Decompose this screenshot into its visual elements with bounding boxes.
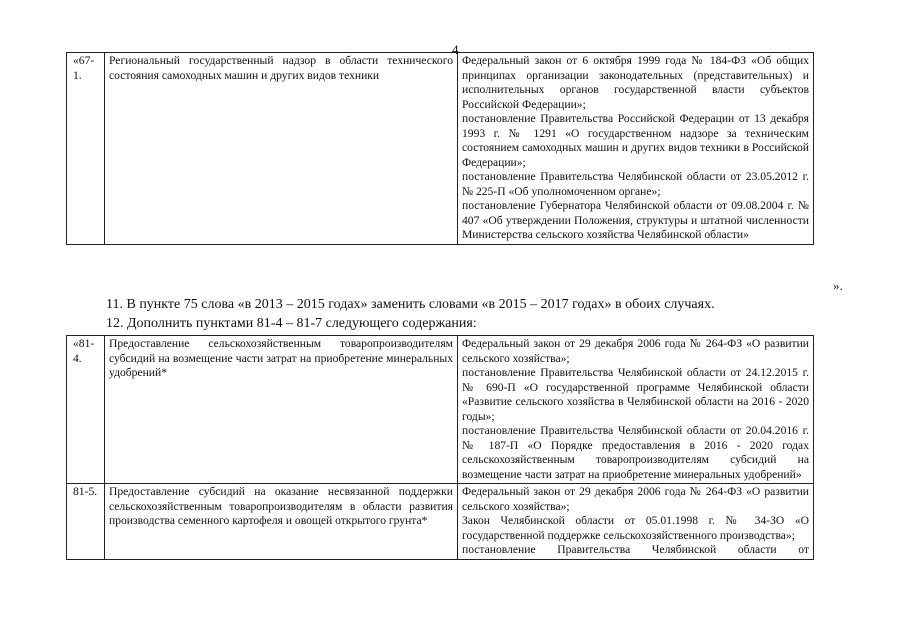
legal-act: Федеральный закон от 29 декабря 2006 года № 264-ФЗ «О развитии сельского хозяйства»; — [462, 337, 809, 365]
table-row — [67, 53, 814, 245]
legal-act: постановление Правительства Челябинской области от 24.12.2015 г. № 690-П «О государственной программе Челябинской области «Развитие сельского хозяйства в Челябинской области на 2016 - 2020 годы»; — [462, 366, 809, 423]
table-regulatory-oversight — [66, 52, 814, 245]
row-number: «81-4. — [67, 336, 105, 484]
function-name: Предоставление сельскохозяйственным товаропроизводителям субсидий на возмещение части затрат на приобретение минеральных удобрений* — [105, 336, 458, 484]
legal-act: Федеральный закон от 6 октября 1999 года № 184-ФЗ «Об общих принципах организации законодательных (представительных) и исполнительных органов государственной власти субъектов Российской Федерации»; — [462, 54, 809, 111]
paragraph-12: 12. Дополнить пунктами 81-4 – 81-7 следующего содержания: — [106, 316, 477, 331]
closing-quote-mark: ». — [833, 278, 843, 293]
table-row — [67, 484, 814, 560]
legal-act: постановление Правительства Челябинской области от 23.05.2012 г. № 225-П «Об уполномоченном органе»; — [462, 170, 809, 198]
legal-acts-cell — [458, 53, 814, 245]
row-number: «67-1. — [67, 53, 105, 245]
legal-act: Закон Челябинской области от 05.01.1998 г. № 34-ЗО «О государственной поддержке сельскохозяйственного производства»; — [462, 514, 809, 542]
legal-act: постановление Правительства Челябинской области от — [462, 543, 809, 556]
page-number: 4 — [452, 42, 459, 57]
function-name: Предоставление субсидий на оказание несвязанной поддержки сельскохозяйственным товаропроизводителям в области развития производства семенного картофеля и овощей открытого грунта* — [105, 484, 458, 560]
paragraph-11: 11. В пункте 75 слова «в 2013 – 2015 годах» заменить словами «в 2015 – 2017 годах» в обоих случаях. — [106, 297, 715, 312]
row-number: 81-5. — [67, 484, 105, 560]
legal-acts-cell — [458, 484, 814, 560]
legal-acts-cell — [458, 336, 814, 484]
table-subsidies — [66, 335, 814, 560]
legal-act: Федеральный закон от 29 декабря 2006 года № 264-ФЗ «О развитии сельского хозяйства»; — [462, 485, 809, 513]
legal-act: постановление Правительства Российской Федерации от 13 декабря 1993 г. № 1291 «О государственном надзоре за техническим состоянием самоходных машин и других видов техники в Российской Федерации»; — [462, 112, 809, 169]
legal-act: постановление Губернатора Челябинской области от 09.08.2004 г. № 407 «Об утверждении Положения, структуры и штатной численности Министерства сельского хозяйства Челябинской области» — [462, 199, 809, 241]
function-name: Региональный государственный надзор в области технического состояния самоходных машин и других видов техники — [105, 53, 458, 245]
legal-act: постановление Правительства Челябинской области от 20.04.2016 г. № 187-П «О Порядке предоставления в 2016 - 2020 годах сельскохозяйственным товаропроизводителям субсидий на возмещение части затрат на приобретение минеральных удобрений» — [462, 424, 809, 481]
table-row — [67, 336, 814, 484]
